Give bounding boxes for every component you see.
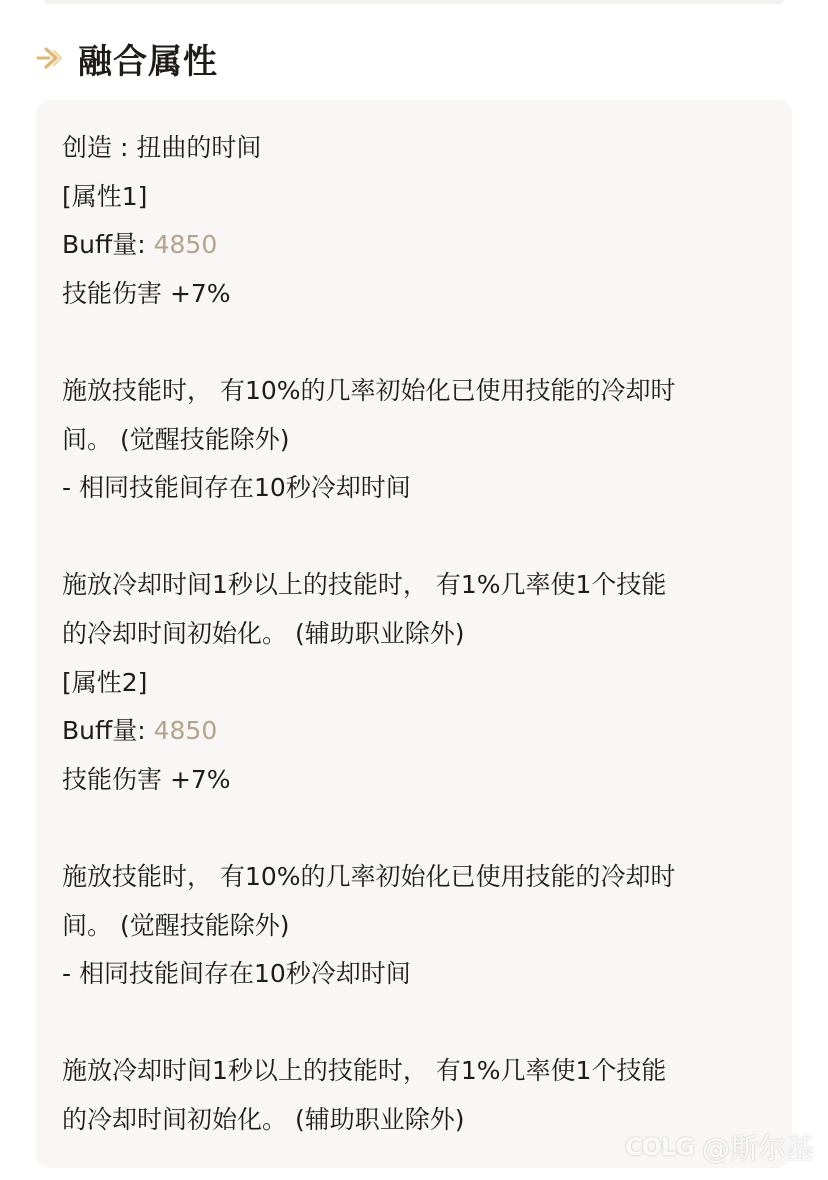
attr1-effect2-line1: 施放冷却时间1秒以上的技能时， 有1%几率使1个技能 (62, 570, 667, 600)
attr2-effect1-line3: - 相同技能间存在10秒冷却时间 (62, 959, 411, 989)
attr1-effect1-line1: 施放技能时， 有10%的几率初始化已使用技能的冷却时 (62, 375, 676, 405)
chevron-arrow-icon (36, 44, 68, 72)
spacer (62, 318, 766, 367)
top-divider (44, 0, 784, 4)
attr1-buff-line (62, 221, 766, 270)
section-title: 融合属性 (78, 41, 218, 82)
colg-logo: COLG (624, 1133, 694, 1161)
attr1-effect1-line2: 间。 (觉醒技能除外) (62, 424, 290, 454)
attr2-effect1-line1: 施放技能时， 有10%的几率初始化已使用技能的冷却时 (62, 861, 676, 891)
attr2-header: [属性2] (62, 667, 148, 697)
attr2-effect1-line2: 间。 (觉醒技能除外) (62, 910, 290, 940)
attr1-effect1-line3: - 相同技能间存在10秒冷却时间 (62, 473, 411, 503)
section-header (36, 30, 218, 86)
spacer (62, 999, 766, 1048)
attr2-skill-damage: 技能伤害 +7% (62, 764, 231, 794)
attr1-skill-damage: 技能伤害 +7% (62, 278, 231, 308)
watermark-author: @斯尔基 (701, 1132, 814, 1165)
spacer (62, 804, 766, 853)
attr2-effect2-line2: 的冷却时间初始化。 (辅助职业除外) (62, 1104, 465, 1134)
buff-label: Buff量: (62, 716, 146, 746)
attr1-effect2-line2: 的冷却时间初始化。 (辅助职业除外) (62, 618, 465, 648)
creation-line: 创造 : 扭曲的时间 (62, 133, 262, 162)
buff-label: Buff量: (62, 230, 146, 260)
attr1-header: [属性1] (62, 181, 148, 211)
buff-value: 4850 (153, 230, 218, 260)
attr2-buff-line (62, 707, 766, 756)
content-box (36, 100, 792, 1168)
attr2-effect2-line1: 施放冷却时间1秒以上的技能时， 有1%几率使1个技能 (62, 1056, 667, 1086)
watermark (625, 1130, 814, 1164)
buff-value: 4850 (153, 716, 218, 746)
spacer (62, 513, 766, 562)
